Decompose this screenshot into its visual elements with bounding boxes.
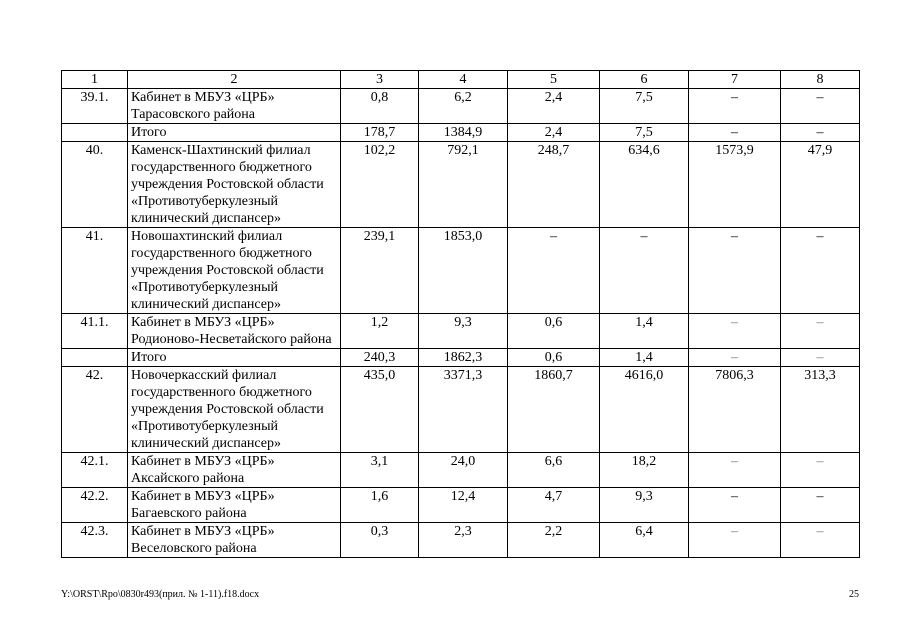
- footer-page-number: 25: [849, 589, 859, 600]
- value-cell: –: [781, 314, 860, 349]
- value-cell: 0,3: [341, 523, 419, 558]
- value-cell: 4,7: [508, 488, 600, 523]
- value-cell: –: [689, 89, 781, 124]
- value-cell: 2,4: [508, 124, 600, 142]
- row-name-cell: Кабинет в МБУЗ «ЦРБ» Багаевского района: [128, 488, 341, 523]
- table-row: [62, 349, 860, 367]
- row-name-cell: Новочеркасский филиал государственного бюджетного учреждения Ростовской области «Противотуберкулезный клинический диспансер»: [128, 367, 341, 453]
- value-cell: 9,3: [600, 488, 689, 523]
- value-cell: 0,8: [341, 89, 419, 124]
- row-number-cell: [62, 349, 128, 367]
- value-cell: –: [781, 124, 860, 142]
- value-cell: –: [781, 488, 860, 523]
- column-header: 7: [689, 71, 781, 89]
- value-cell: 4616,0: [600, 367, 689, 453]
- value-cell: 1,4: [600, 314, 689, 349]
- row-name-cell: Итого: [128, 349, 341, 367]
- row-number-cell: 40.: [62, 142, 128, 228]
- table-row: [62, 488, 860, 523]
- value-cell: 792,1: [419, 142, 508, 228]
- value-cell: –: [781, 523, 860, 558]
- value-cell: –: [689, 453, 781, 488]
- value-cell: –: [689, 228, 781, 314]
- value-cell: –: [781, 349, 860, 367]
- column-header: 1: [62, 71, 128, 89]
- value-cell: 7,5: [600, 124, 689, 142]
- table-row: [62, 124, 860, 142]
- row-number-cell: 42.: [62, 367, 128, 453]
- value-cell: 1,2: [341, 314, 419, 349]
- row-number-cell: [62, 124, 128, 142]
- value-cell: 7806,3: [689, 367, 781, 453]
- row-number-cell: 42.1.: [62, 453, 128, 488]
- row-name-cell: Новошахтинский филиал государственного бюджетного учреждения Ростовской области «Противотуберкулезный клинический диспансер»: [128, 228, 341, 314]
- value-cell: 1860,7: [508, 367, 600, 453]
- table-row: [62, 523, 860, 558]
- value-cell: –: [689, 488, 781, 523]
- value-cell: 6,4: [600, 523, 689, 558]
- table-row: [62, 367, 860, 453]
- value-cell: 1,6: [341, 488, 419, 523]
- value-cell: –: [781, 89, 860, 124]
- value-cell: 2,3: [419, 523, 508, 558]
- row-name-cell: Каменск-Шахтинский филиал государственного бюджетного учреждения Ростовской области «Противотуберкулезный клинический диспансер»: [128, 142, 341, 228]
- row-number-cell: 41.1.: [62, 314, 128, 349]
- table-row: [62, 453, 860, 488]
- value-cell: –: [600, 228, 689, 314]
- column-header: 8: [781, 71, 860, 89]
- value-cell: –: [689, 124, 781, 142]
- value-cell: 47,9: [781, 142, 860, 228]
- value-cell: 1862,3: [419, 349, 508, 367]
- value-cell: 1384,9: [419, 124, 508, 142]
- value-cell: 248,7: [508, 142, 600, 228]
- value-cell: 178,7: [341, 124, 419, 142]
- data-table: [61, 70, 860, 558]
- value-cell: 102,2: [341, 142, 419, 228]
- value-cell: 24,0: [419, 453, 508, 488]
- value-cell: 18,2: [600, 453, 689, 488]
- value-cell: 240,3: [341, 349, 419, 367]
- row-name-cell: Кабинет в МБУЗ «ЦРБ» Веселовского района: [128, 523, 341, 558]
- value-cell: –: [689, 349, 781, 367]
- value-cell: 9,3: [419, 314, 508, 349]
- row-number-cell: 39.1.: [62, 89, 128, 124]
- value-cell: 313,3: [781, 367, 860, 453]
- value-cell: –: [508, 228, 600, 314]
- row-number-cell: 42.3.: [62, 523, 128, 558]
- value-cell: 3371,3: [419, 367, 508, 453]
- value-cell: 6,6: [508, 453, 600, 488]
- value-cell: –: [781, 453, 860, 488]
- column-header: 5: [508, 71, 600, 89]
- value-cell: 0,6: [508, 314, 600, 349]
- column-header: 3: [341, 71, 419, 89]
- value-cell: 6,2: [419, 89, 508, 124]
- value-cell: 435,0: [341, 367, 419, 453]
- value-cell: 634,6: [600, 142, 689, 228]
- row-number-cell: 42.2.: [62, 488, 128, 523]
- column-header: 6: [600, 71, 689, 89]
- value-cell: 1853,0: [419, 228, 508, 314]
- table-row: [62, 89, 860, 124]
- row-name-cell: Кабинет в МБУЗ «ЦРБ» Тарасовского района: [128, 89, 341, 124]
- value-cell: 2,2: [508, 523, 600, 558]
- value-cell: 7,5: [600, 89, 689, 124]
- value-cell: 1,4: [600, 349, 689, 367]
- table-row: [62, 142, 860, 228]
- value-cell: –: [781, 228, 860, 314]
- value-cell: 1573,9: [689, 142, 781, 228]
- column-header: 4: [419, 71, 508, 89]
- value-cell: –: [689, 523, 781, 558]
- value-cell: –: [689, 314, 781, 349]
- table-row: [62, 314, 860, 349]
- footer-file-path: Y:\ORST\Rpo\0830r493(прил. № 1-11).f18.docx: [61, 589, 260, 600]
- value-cell: 3,1: [341, 453, 419, 488]
- row-name-cell: Кабинет в МБУЗ «ЦРБ» Родионово-Несветайского района: [128, 314, 341, 349]
- row-number-cell: 41.: [62, 228, 128, 314]
- header-row: [62, 71, 860, 89]
- value-cell: 0,6: [508, 349, 600, 367]
- value-cell: 2,4: [508, 89, 600, 124]
- table-row: [62, 228, 860, 314]
- row-name-cell: Кабинет в МБУЗ «ЦРБ» Аксайского района: [128, 453, 341, 488]
- value-cell: 239,1: [341, 228, 419, 314]
- row-name-cell: Итого: [128, 124, 341, 142]
- column-header: 2: [128, 71, 341, 89]
- value-cell: 12,4: [419, 488, 508, 523]
